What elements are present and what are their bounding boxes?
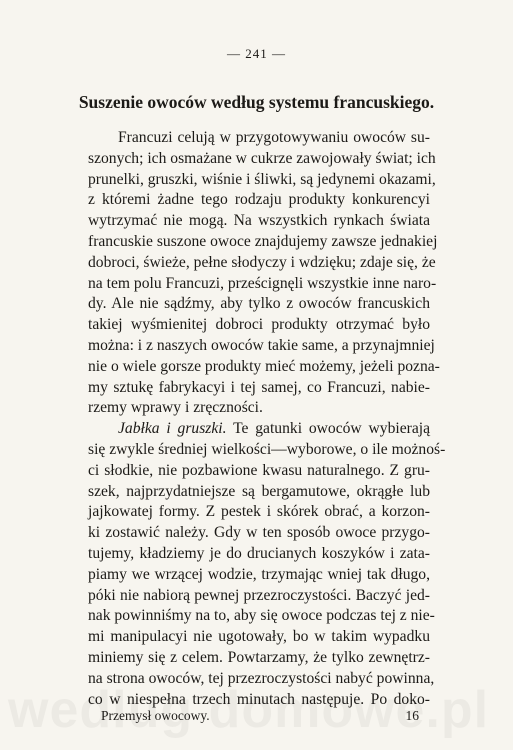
text-line: miniemy się z celem. Powtarzamy, że tylko zewnętrz-: [88, 648, 430, 666]
text-line: rzemy wprawy i zręczności.: [88, 399, 263, 417]
text-line: ki zostawić należy. Gdy w ten sposób owoce przygo-: [88, 524, 430, 542]
signature-mark: 16: [405, 708, 419, 723]
text-line: z któremi żadne tego rodzaju produkty konkurencyi: [88, 191, 430, 209]
text-line: francuskie suszone owoce znajdujemy zawsze jednakiej: [88, 232, 438, 250]
page-number: — 241 —: [227, 46, 286, 61]
paragraph-lead-rest: Te gatunki owoców wybierają: [233, 420, 430, 438]
text-line: nie o wiele gorsze produkty mieć możemy, jeżeli pozna-: [88, 357, 440, 375]
text-line: co w niespełna trzech minutach następuje. Po doko-: [88, 690, 430, 708]
text-line: ci słodkie, nie pozbawione kwasu naturalnego. Z gru-: [88, 461, 430, 479]
text-line: szonych; ich osmażane w cukrze zawojowały świat; ich: [88, 149, 436, 167]
section-heading: Suszenie owoców według systemu francuskiego.: [78, 92, 435, 112]
text-line: takiej wyśmienitej dobroci produkty otrzymać było: [88, 316, 430, 334]
body-text: [88, 128, 446, 710]
text-line: mi manipulacyi nie ugotowały, bo w takim wypadku: [88, 628, 430, 646]
text-line: piamy we wrzącej wodzie, trzymając wniej tak długo,: [88, 565, 430, 583]
text-line: dy. Ale nie sądźmy, aby tylko z owoców francuskich: [88, 295, 430, 313]
text-line: można: i z naszych owoców takie same, a przynajmniej: [88, 336, 435, 354]
footer-title: Przemysł owocowy.: [101, 708, 210, 723]
text-line: się zwykle średniej wielkości—wyborowe, o ile możnoś-: [88, 440, 446, 458]
text-line-lead: [88, 419, 430, 440]
text-line: jajkowatej formy. Z pestek i skórek obrać, a korzon-: [88, 503, 430, 521]
text-line: na strona owoców, tej przezroczystości nabyć powinna,: [88, 669, 435, 687]
text-line: szek, najprzydatniejsze są bergamutowe, okrągłe lub: [88, 482, 430, 500]
text-line: prunelki, gruszki, wiśnie i śliwki, są jedynemi okazami,: [88, 170, 436, 188]
text-line: póki nie nabiorą pewnej przezroczystości. Baczyć jed-: [88, 586, 430, 604]
text-line: na tem polu Francuzi, prześcignęli wszystkie inne naro-: [88, 274, 437, 292]
text-line: nak powinniśmy na to, aby się owoce podczas tej z nie-: [88, 607, 435, 625]
text-line: wytrzymać nie mogą. Na wszystkich rynkach świata: [88, 212, 430, 230]
text-line: dobroci, świeże, pełne słodyczy i wdzięku; zdaje się, że: [88, 253, 436, 271]
text-line: my sztukę fabrykacyi i tej samej, co Francuzi, nabie-: [88, 378, 430, 396]
paragraph-lead-italic: Jabłka i gruszki.: [118, 420, 227, 438]
text-line: Francuzi celują w przygotowywaniu owoców su-: [118, 129, 430, 146]
text-line: tujemy, kładziemy je do drucianych koszyków i zata-: [88, 544, 430, 562]
